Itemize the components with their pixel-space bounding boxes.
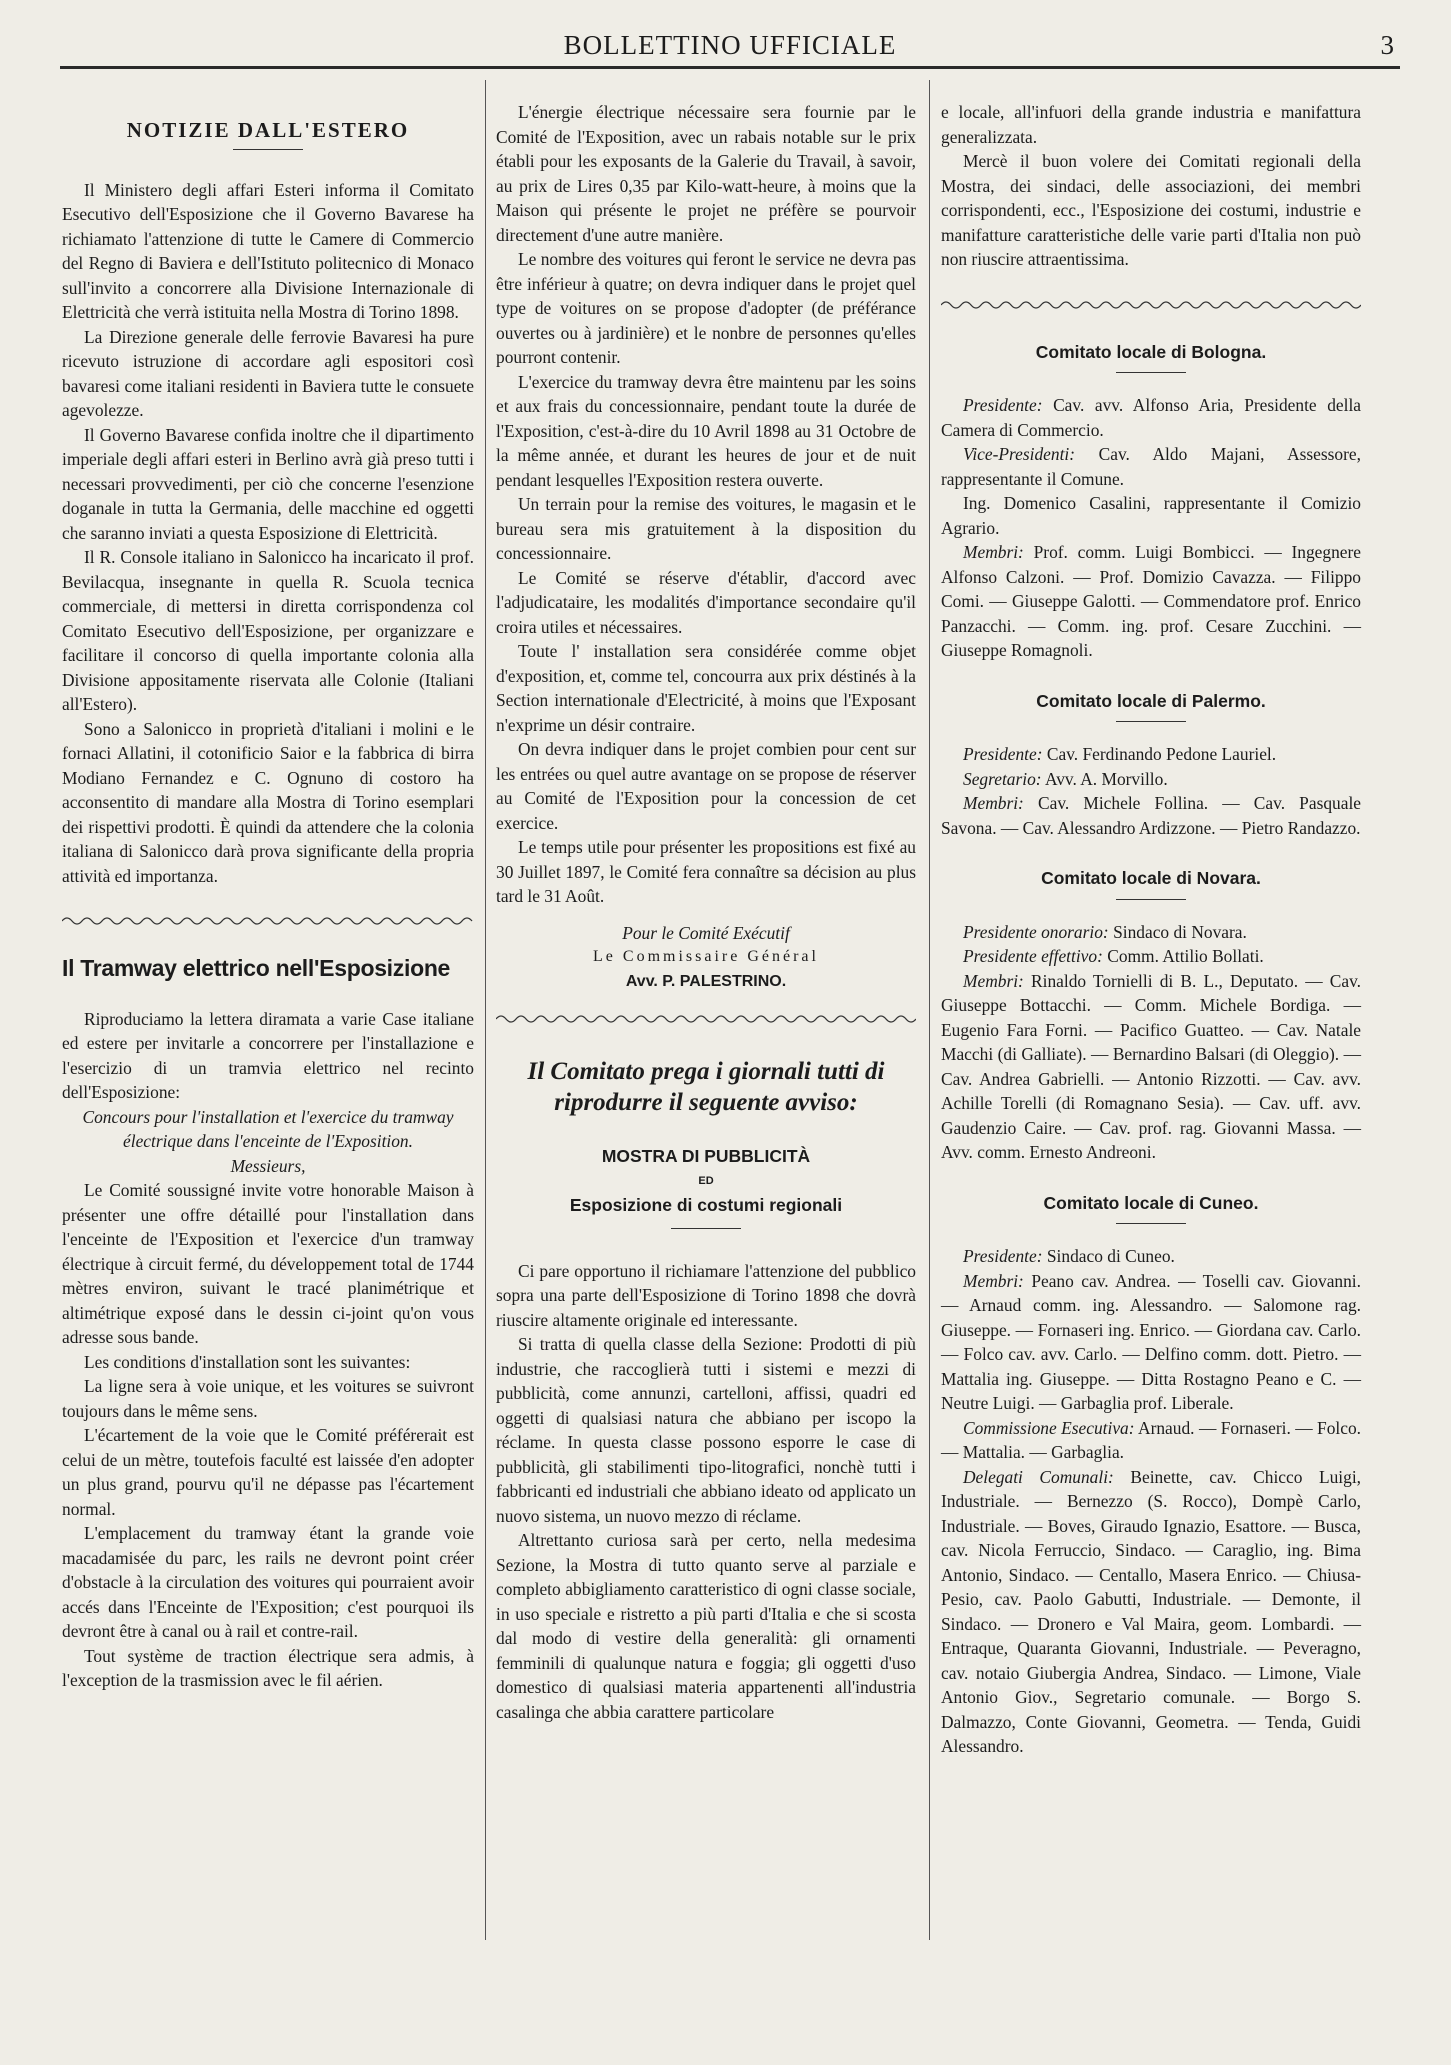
paragraph: Tout système de traction électrique sera admis, à l'exception de la trasmission avec le fil aérien. bbox=[62, 1645, 474, 1690]
signature-name: Avv. P. PALESTRINO. bbox=[625, 972, 787, 990]
paragraph: L'énergie électrique nécessaire sera fournie par le Comité de l'Exposition, avec un rabais notable sur le prix établi pour les exposants de la Galerie du Travail, à savoir, au prix de Lires 0,35 par Kilo-watt-heure, à moins que la Maison qui présente le projet ne préfère se pourvoir directement d'une autre manière. bbox=[496, 102, 916, 245]
paragraph: Si tratta di quella classe della Sezione: Prodotti di più industrie, che raccoglierà tutti i sistemi e mezzi di pubblicità, come annunzi, cartelloni, affissi, quadri ed oggetti di qualsiasi natura che abbiano per iscopo la réclame. In questa classe possono esporre le case di pubblicità, gli stabilimenti tipo-litografici, nonchè tutti i fabbricanti ed industriali che abbiano ideato od applicato un nuovo sistema, un nuovo mezzo di réclame. bbox=[496, 1334, 916, 1526]
paragraph: L'exercice du tramway devra être maintenu par les soins et aux frais du concessionnaire, pendant toute la durée de l'Exposition, c'est-à-dire du 10 Avril 1898 au 31 Octobre de la même année, et durant les heures de jour et de nuit pendant lesquelles l'Exposition restera ouverte. bbox=[496, 371, 916, 490]
page-number: 3 bbox=[1380, 30, 1394, 60]
paragraph: Les conditions d'installation sont les suivantes: bbox=[84, 1351, 411, 1372]
committee-entry: Presidente: Cav. avv. Alfonso Aria, Presidente della Camera di Commercio. bbox=[941, 395, 1361, 440]
paragraph: Riproduciamo la lettera diramata a varie Case italiane ed estere per invitarle a concorrere per l'installazione e l'esercizio di un tramvia elettrico nel recinto dell'Esposizione: bbox=[62, 1008, 474, 1102]
paragraph: Ci pare opportuno il richiamare l'attenzione del pubblico sopra una parte dell'Esposizione di Torino 1898 che dovrà riuscire altamente originale ed interessante. bbox=[496, 1260, 916, 1330]
paragraph: La ligne sera à voie unique, et les voitures se suivront toujours dans le même sens. bbox=[62, 1376, 474, 1421]
paragraph: Le Comité soussigné invite votre honorable Maison à présenter une offre détaillé pour l'installation dans l'enceinte de l'Exposition et l'exercice d'un tramway électrique à circuit fermé, du développement total de 1744 mètres environ, suivant le tracé planimétrique et altimétrique exposé dans le dessin ci-joint qu'on vous adresse sous bande. bbox=[62, 1180, 474, 1347]
paragraph: La Direzione generale delle ferrovie Bavaresi ha pure ricevuto istruzione di accordare agli espositori così bavaresi come italiani residenti in Baviera tutte le consuete agevolezze. bbox=[62, 326, 474, 420]
wave-divider bbox=[62, 914, 474, 928]
paragraph: On devra indiquer dans le projet combien pour cent sur les entrées ou quel autre avantage on se propose de réserver au Comité de l'Exposition pour la concession de cet exercice. bbox=[496, 739, 916, 833]
committee-entry: Presidente effettivo: Comm. Attilio Bollati. bbox=[963, 946, 1264, 966]
page-header bbox=[60, 26, 1400, 69]
paragraph: Altrettanto curiosa sarà per certo, nella medesima Sezione, la Mostra di tutto quanto serve al parziale e completo abbigliamento caratteristico di ogni classe sociale, in uso speciale e ristretto a più parti d'Italia e che si scosta dal modo di vestire della generalità: gli ornamenti femminili di qualunque natura e foggia; gli oggetti d'uso domestico di qualsiasi materia appartenenti all'industria casalinga che abbia carattere particolare bbox=[496, 1530, 916, 1722]
paragraph: Mercè il buon volere dei Comitati regionali della Mostra, dei sindaci, delle associazioni, dei membri corrispondenti, ecc., l'Esposizione dei costumi, industrie e manifatture caratteristiche delle varie parti d'Italia non può non riuscire attraentissima. bbox=[941, 151, 1361, 269]
committee-heading-cuneo: Comitato locale di Cuneo. bbox=[1043, 1192, 1259, 1213]
committee-entry: Membri: Peano cav. Andrea. — Toselli cav. Giovanni. — Arnaud comm. ing. Alessandro. — Salomone rag. Giuseppe. — Fornaseri ing. Enrico. — Giordana cav. Carlo. — Folco cav. avv. Carlo. — Delfino comm. dott. Pietro. — Mattalia ing. Giuseppe. — Ditta Rostagno Peano e C. — Neutre Luigi. — Garbaglia prof. Liberale. bbox=[941, 1270, 1361, 1413]
committee-entry: Ing. Domenico Casalini, rappresentante il Comizio Agrario. bbox=[941, 493, 1361, 538]
paragraph: Toute l' installation sera considérée comme objet d'exposition, et, comme tel, concourra aux prix déstinés à la Section internationale d'Electricité, à moins que l'Exposant n'exprime un désir contraire. bbox=[496, 641, 916, 735]
section-heading-notizie: NOTIZIE DALL'ESTERO bbox=[126, 118, 410, 142]
committee-entry: Segretario: Avv. A. Morvillo. bbox=[963, 768, 1168, 789]
column-divider bbox=[929, 80, 930, 1940]
publication-title: BOLLETTINO UFFICIALE bbox=[563, 30, 897, 60]
committee-entry: Presidente: Cav. Ferdinando Pedone Lauriel. bbox=[963, 744, 1277, 764]
heading-rule bbox=[1116, 721, 1186, 722]
committee-entry: Vice-Presidenti: Cav. Aldo Majani, Assessore, rappresentante il Comune. bbox=[941, 444, 1361, 489]
paragraph: Il Governo Bavarese confida inoltre che il dipartimento imperiale degli affari esteri in Berlino avrà già preso tutti i necessari provvedimenti, per ciò che concerne l'esenzione doganale in tutta la Germania, delle macchine ed oggetti che saranno inviati a questa Esposizione di Elettricità. bbox=[62, 424, 474, 543]
committee-entry: Commissione Esecutiva: Arnaud. — Fornaseri. — Folco. — Mattalia. — Garbaglia. bbox=[941, 1417, 1361, 1462]
paragraph: L'emplacement du tramway étant la grande voie macadamisée du parc, les rails ne devront point créer d'obstacle à la circulation des voitures qui pourraient avoir accés dans l'Enceinte de l'Exposition; c'est pourquoi ils devront être à canal ou à rail et contre-rail. bbox=[62, 1523, 474, 1641]
paragraph: Il Ministero degli affari Esteri informa il Comitato Esecutivo dell'Esposizione che il Governo Bavarese ha richiamato l'attenzione di tutte le Camere di Commercio del Regno di Baviera e dell'Istituto politecnico di Monaco sull'invito a concorrere alla Divisione Internazionale di Elettricità che verrà istituita nella Mostra di Torino 1898. bbox=[62, 179, 474, 322]
paragraph: Le nombre des voitures qui feront le service ne devra pas être inférieur à quatre; on devra indiquer dans le projet quel type de voitures on se propose d'adopter (de préférance ouvertes ou à jardinière) et le nonbre de personnes qu'elles pourront contenir. bbox=[496, 249, 916, 367]
paragraph: Le temps utile pour présenter les propositions est fixé au 30 Juillet 1897, le Comité fera connaître sa décision au plus tard le 31 Août. bbox=[496, 837, 916, 906]
notice-heading: Il Comitato prega i giornali tutti di riprodurre il seguente avviso: bbox=[527, 1058, 885, 1116]
concours-title: Concours pour l'installation et l'exercice du tramway électrique dans l'enceinte de l'Exposition. bbox=[82, 1106, 454, 1151]
committee-heading-novara: Comitato locale di Novara. bbox=[1041, 868, 1261, 888]
column-divider bbox=[485, 80, 486, 1940]
committee-entry: Presidente: Sindaco di Cuneo. bbox=[963, 1246, 1175, 1266]
paragraph: L'écartement de la voie que le Comité préférerait est celui de un mètre, toutefois faculté est laissée d'en adopter un plus grand, pourvu qu'il ne dépasse pas l'écartement normal. bbox=[62, 1425, 474, 1519]
wave-divider bbox=[496, 1012, 916, 1026]
column-1 bbox=[62, 100, 474, 1693]
heading-rule bbox=[1116, 1223, 1186, 1224]
committee-entry: Membri: Rinaldo Tornielli di B. L., Deputato. — Cav. Giuseppe Bottacchi. — Comm. Michele Bordiga. — Eugenio Fara Forni. — Pacifico Guatteo. — Cav. Natale Macchi (di Galliate). — Bernardino Balsari (di Oleggio). — Cav. Andrea Gabrielli. — Antonio Rizzotti. — Cav. avv. Achille Torelli (di Romagnano Sesia). — Cav. uff. avv. Gaudenzio Caire. — Cav. prof. rag. Giovanni Massa. — Avv. comm. Ernesto Andreoni. bbox=[941, 970, 1361, 1162]
committee-heading-bologna: Comitato locale di Bologna. bbox=[1035, 341, 1267, 362]
heading-rule bbox=[1116, 899, 1186, 900]
section-heading-tramway: Il Tramway elettrico nell'Esposizione bbox=[62, 955, 451, 981]
committee-entry: Membri: Prof. comm. Luigi Bombicci. — Ingegnere Alfonso Calzoni. — Prof. Domizio Cavazza. — Filippo Comi. — Giuseppe Galotti. — Commendatore prof. Enrico Panzacchi. — Comm. ing. prof. Cesare Zucchini. — Giuseppe Romagnoli. bbox=[941, 542, 1361, 660]
signature-line: Pour le Comité Exécutif bbox=[622, 922, 790, 943]
heading-rule bbox=[1116, 372, 1186, 373]
paragraph: Un terrain pour la remise des voitures, le magasin et le bureau sera mis gratuitement à la disposition du concessionnaire. bbox=[496, 494, 916, 563]
costumi-heading: Esposizione di costumi regionali bbox=[569, 1195, 843, 1215]
committee-entry: Membri: Cav. Michele Follina. — Cav. Pasquale Savona. — Cav. Alessandro Ardizzone. — Pietro Randazzo. bbox=[941, 793, 1361, 838]
paragraph: e locale, all'infuori della grande industria e manifattura generalizzata. bbox=[941, 102, 1361, 147]
paragraph: Sono a Salonicco in proprietà d'italiani i molini e le fornaci Allatini, il cotonificio Saior e la fabbrica di birra Modiano Fernandez e C. Ognuno di costoro ha acconsentito di mandare alla Mostra di Torino esemplari dei rispettivi prodotti. È quindi da attendere che la colonia italiana di Salonicco darà prova significante della propria attività ed importanza. bbox=[62, 718, 474, 886]
ed-label: ED bbox=[698, 1174, 714, 1187]
committee-entry: Delegati Comunali: Beinette, cav. Chicco Luigi, Industriale. — Bernezzo (S. Rocco), Dompè Carlo, Industriale. — Boves, Giraudo Ignazio, Esattore. — Busca, cav. Nicola Ferruccio, Sindaco. — Caraglio, ing. Bima Antonio, Sindaco. — Centallo, Masera Enrico. — Chiusa-Pesio, cav. Paolo Gabutti, Industriale. — Demonte, il Sindaco. — Dronero e Val Maira, geom. Lombardi. — Entraque, Quaranta Giovanni, Industriale. — Peveragno, cav. notaio Giubergia Andrea, Sindaco. — Limone, Viale Antonio Giov., Segretario comunale. — Borgo S. Dalmazzo, Conte Giovanni, Geometra. — Tenda, Guidi Alessandro. bbox=[941, 1466, 1361, 1756]
signature-line: Le Commissaire Général bbox=[593, 948, 819, 965]
column-2 bbox=[496, 100, 916, 1724]
salutation: Messieurs, bbox=[230, 1155, 306, 1176]
heading-rule bbox=[671, 1228, 741, 1229]
column-3 bbox=[941, 100, 1361, 1759]
committee-entry: Presidente onorario: Sindaco di Novara. bbox=[963, 921, 1247, 942]
wave-divider bbox=[941, 298, 1361, 312]
paragraph: Le Comité se réserve d'établir, d'accord avec l'adjudicataire, les modalités d'importance secondaire qu'il croira utiles et nécessaires. bbox=[496, 567, 916, 637]
paragraph: Il R. Console italiano in Salonicco ha incaricato il prof. Bevilacqua, insegnante in quella R. Scuola tecnica commerciale, di mettersi in diretta corrispondenza col Comitato Esecutivo dell'Esposizione, per organizzare e facilitare il concorso di quella importante colonia alla Divisione appositamente riservata alle Colonie (Italiani all'Estero). bbox=[62, 547, 474, 714]
mostra-heading: MOSTRA DI PUBBLICITÀ bbox=[601, 1146, 811, 1166]
committee-heading-palermo: Comitato locale di Palermo. bbox=[1036, 690, 1266, 711]
heading-rule bbox=[233, 149, 303, 150]
